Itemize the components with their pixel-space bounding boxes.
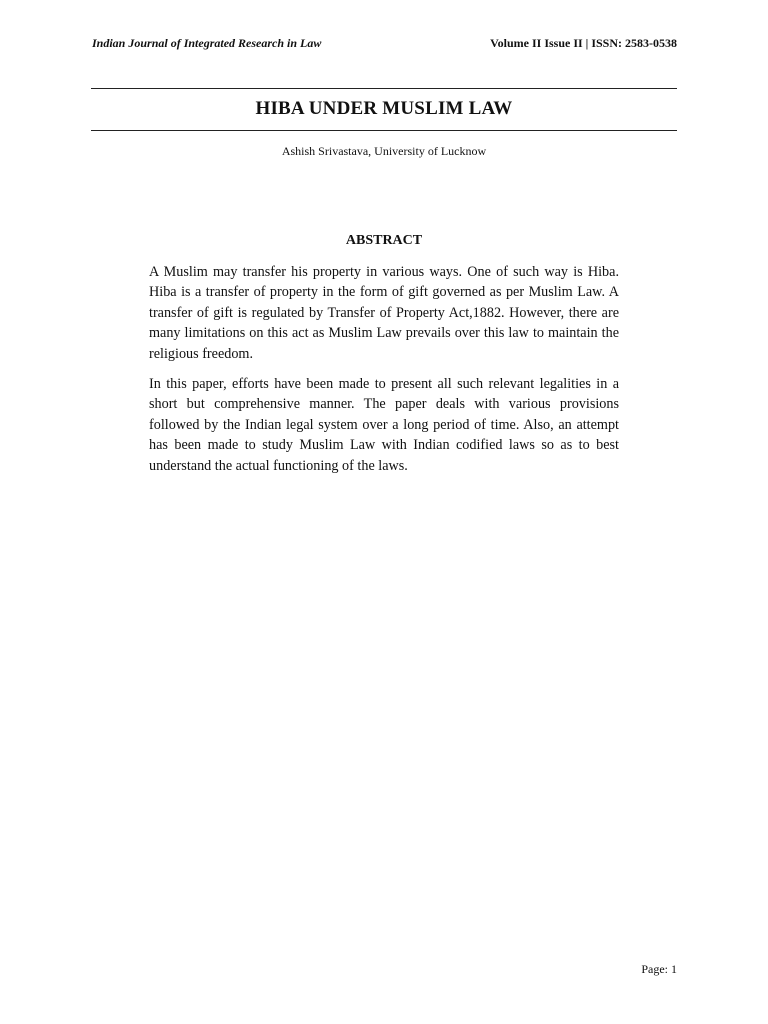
issue-info: Volume II Issue II | ISSN: 2583-0538 bbox=[490, 36, 677, 50]
journal-name: Indian Journal of Integrated Research in Law bbox=[92, 36, 322, 50]
running-header bbox=[92, 35, 677, 51]
page-number: Page: 1 bbox=[641, 962, 677, 976]
author-affiliation: Ashish Srivastava, University of Lucknow bbox=[281, 144, 487, 158]
abstract-paragraph: In this paper, efforts have been made to present all such relevant legalities in a short but comprehensive manner. The paper deals with various provisions followed by the Indian legal system over a long period of time. Also, an attempt has been made to study Muslim Law with Indian codified laws so as to best understand the actual functioning of the laws. bbox=[149, 376, 619, 474]
title-bottom-rule bbox=[91, 130, 677, 131]
abstract-heading: ABSTRACT bbox=[345, 233, 423, 248]
title-top-rule bbox=[91, 88, 677, 89]
abstract-body bbox=[149, 262, 619, 486]
paper-title: HIBA UNDER MUSLIM LAW bbox=[255, 98, 513, 119]
abstract-paragraph: A Muslim may transfer his property in various ways. One of such way is Hiba. Hiba is a transfer of property in the form of gift governed as per Muslim Law. A transfer of gift is regulated by Transfer of Property Act,1882. However, there are many limitations on this act as Muslim Law prevails over this law to maintain the religious freedom. bbox=[149, 264, 619, 362]
